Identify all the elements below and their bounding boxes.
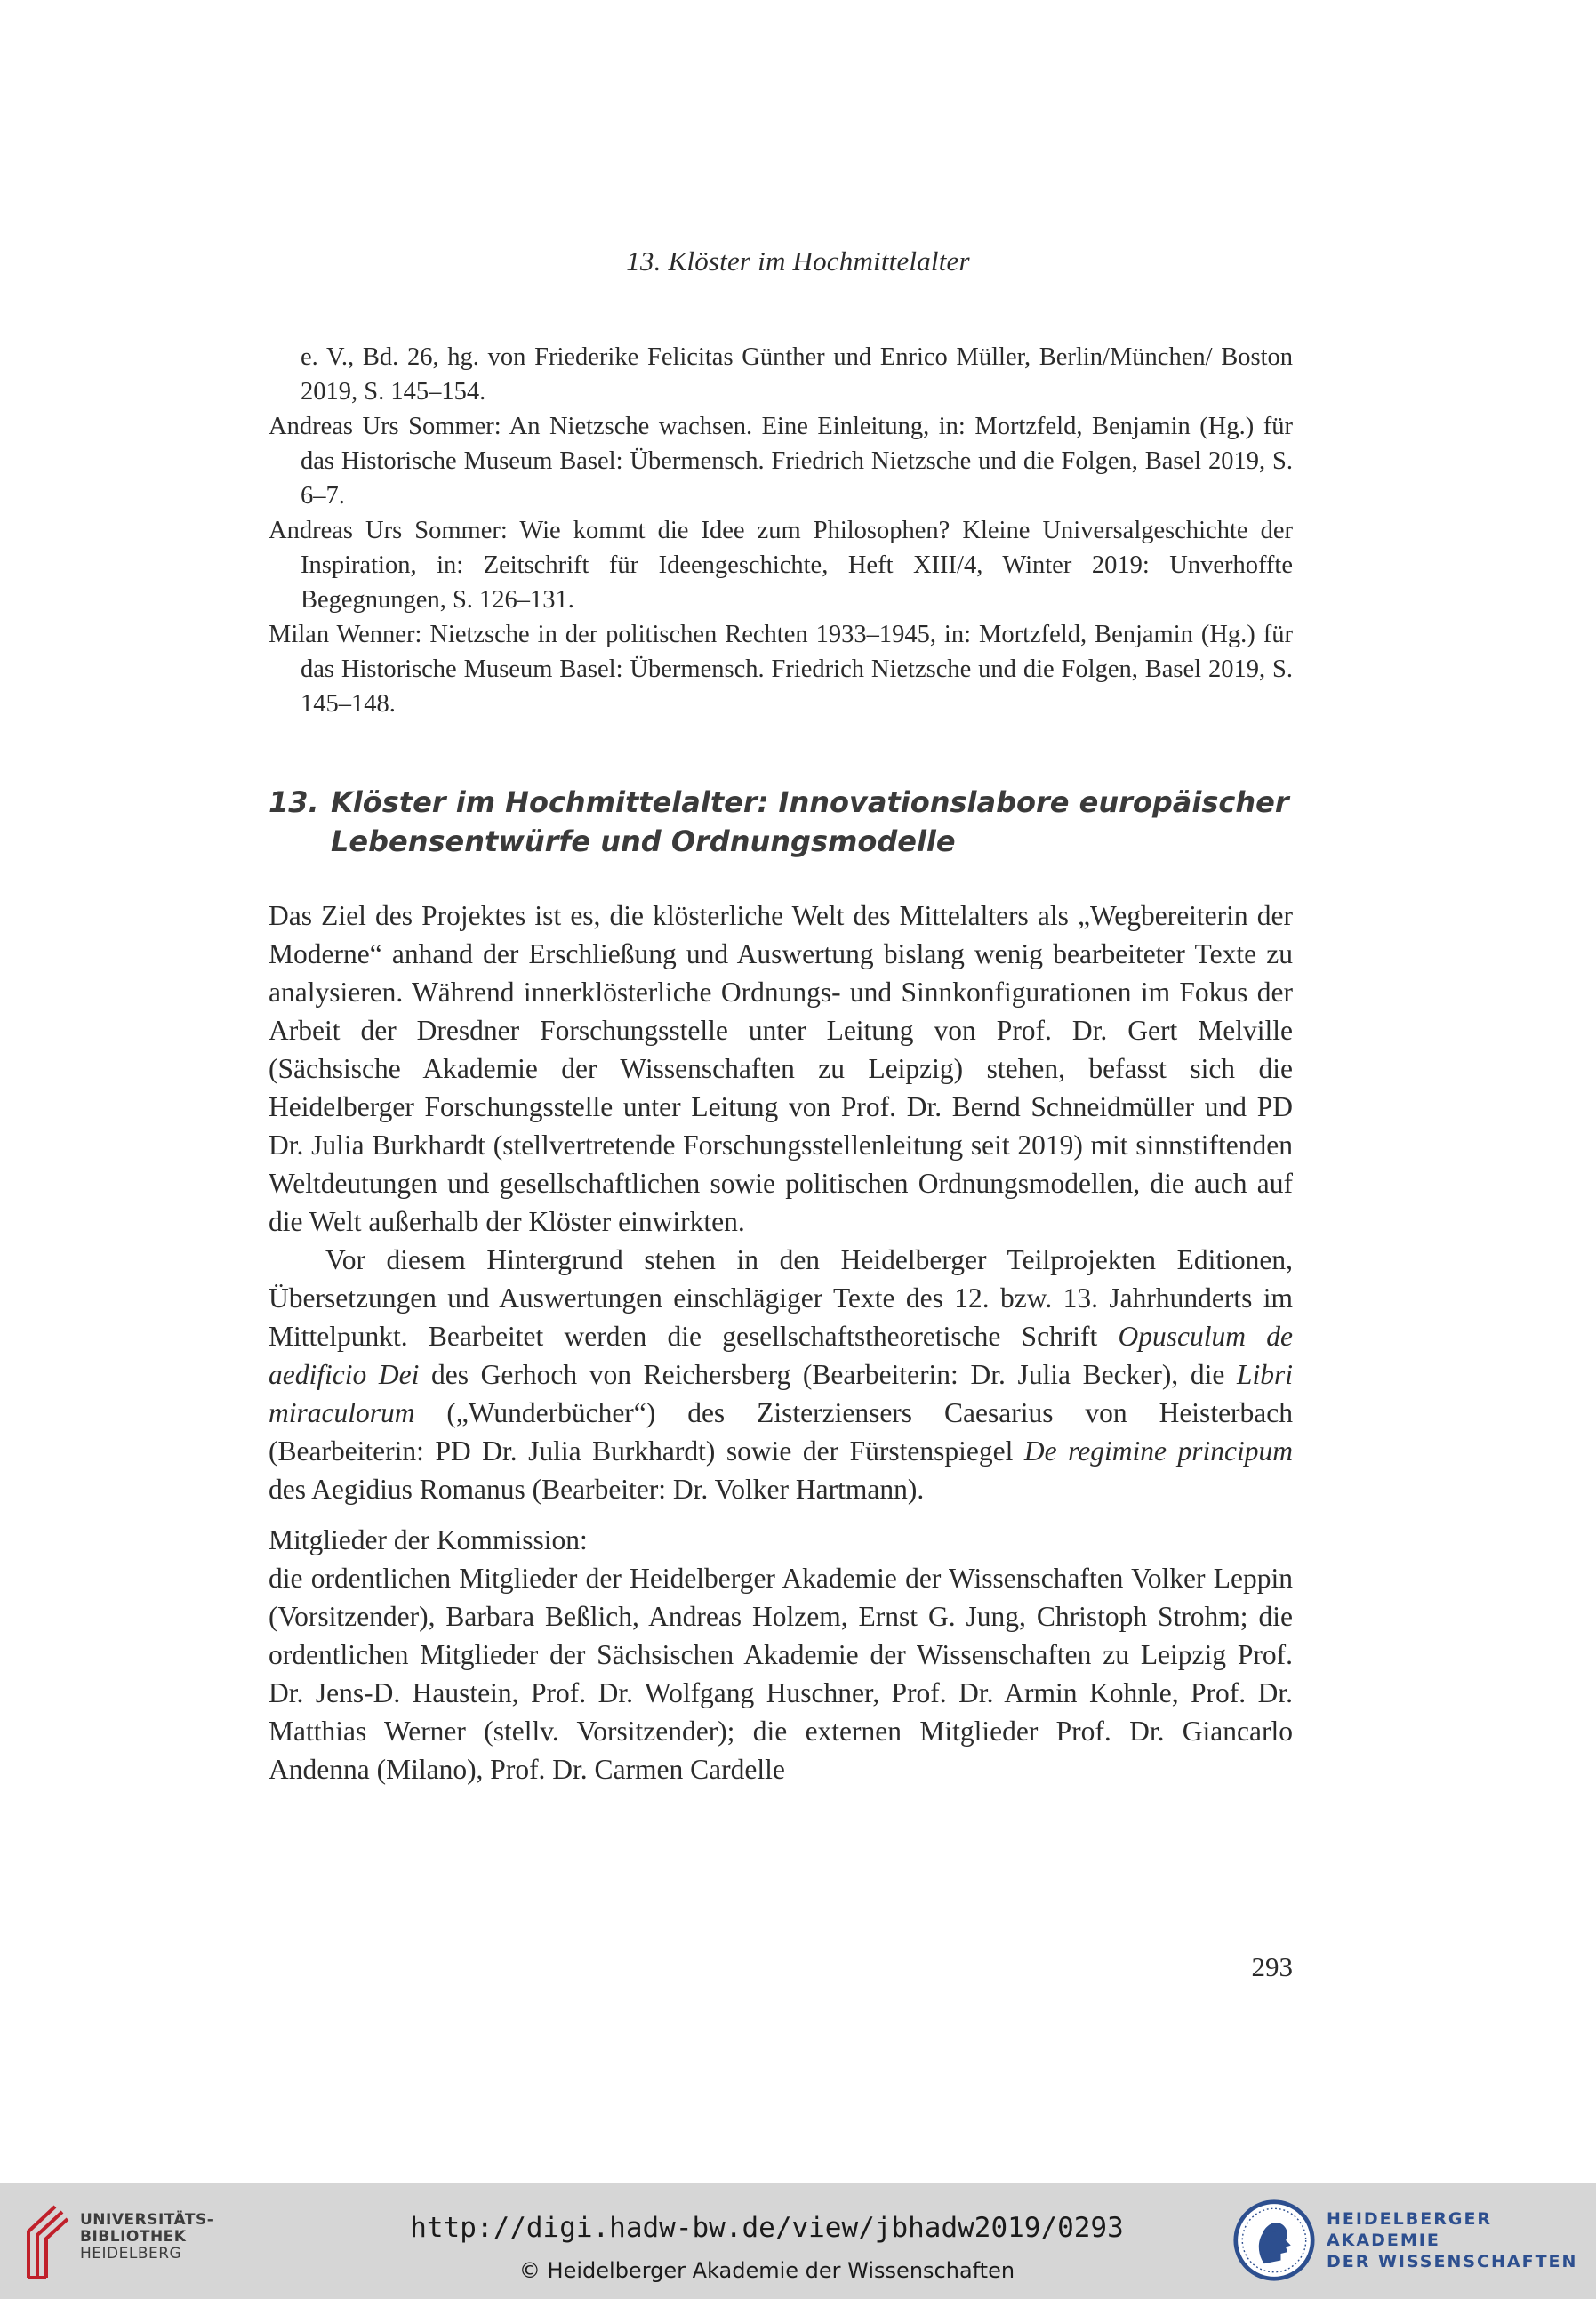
work-title: De regimine principum [1023,1435,1293,1467]
work-title: Opusculum de aedificio Dei [269,1321,1293,1390]
running-head: 13. Klöster im Hochmittelalter [626,245,970,277]
paragraph-intro: Das Ziel des Projektes ist es, die klösterliche Welt des Mittelalters als „Wegbereiterin der Moderne“ anhand der Erschließung und Auswertung bislang wenig bearbeiteter Texte zu analysieren. Während innerklösterliche Ordnungs- und Sinnkonfigurationen im Fokus der Arbeit der Dresdner Forschungsstelle unter Leitung von Prof. Dr. Gert Melville (Sächsische Akademie der Wissenschaften zu Leipzig) stehen, befasst sich die Heidelberger Forschungsstelle unter Leitung von Prof. Dr. Bernd Schneidmüller und PD Dr. Julia Burkhardt (stellvertretende Forschungsstellenleitung seit 2019) mit sinnstiftenden Weltdeutungen und gesellschaftlichen sowie politischen Ordnungsmodellen, die auch auf die Welt außerhalb der Klöster einwirkten. [269,900,1293,1237]
ub-logo-line: BIBLIOTHEK [80,2228,187,2246]
hadw-logo-text [1327,2208,1596,2272]
text-run: des Gerhoch von Reichersberg (Bearbeiterin: Dr. Julia Becker), die [419,1359,1237,1390]
text-run: des Aegidius Romanus (Bearbeiter: Dr. Volker Hartmann). [269,1474,925,1505]
reference-entry: e. V., Bd. 26, hg. von Friederike Felicitas Günther und Enrico Müller, Berlin/München/ Boston 2019, S. 145–154. [301,343,1293,406]
reference-list [269,340,1293,721]
section-number: 13. [269,785,319,819]
work-title: Libri miraculorum [269,1359,1293,1428]
page-number: 293 [1251,1951,1293,1982]
hadw-logo-line: HEIDELBERGER AKADEMIE [1326,2209,1493,2250]
ub-logo-line: HEIDELBERG [80,2245,182,2263]
members-label: Mitglieder der Kommission: [269,1524,588,1555]
section-heading [269,783,1293,861]
section-title: Klöster im Hochmittelalter: Innovationslabore europäischer Lebensentwürfe und Ordnungsmodelle [331,785,1289,858]
reference-entry: Milan Wenner: Nietzsche in der politischen Rechten 1933–1945, in: Mortzfeld, Benjamin (Hg.) für das Historische Museum Basel: Übermensch. Friedrich Nietzsche und die Folgen, Basel 2019, S. 145–148. [269,621,1293,718]
reference-entry: Andreas Urs Sommer: An Nietzsche wachsen. Eine Einleitung, in: Mortzfeld, Benjamin (Hg.) für das Historische Museum Basel: Übermensch. Friedrich Nietzsche und die Folgen, Basel 2019, S. 6–7. [269,413,1293,510]
hadw-logo[interactable] [1232,2196,1596,2285]
hadw-seal-icon [1232,2196,1316,2285]
paragraph-projects [269,1241,1293,1508]
body-text [269,896,1293,1789]
reference-entry: Andreas Urs Sommer: Wie kommt die Idee zum Philosophen? Kleine Universalgeschichte der Inspiration, in: Zeitschrift für Ideengeschichte, Heft XIII/4, Winter 2019: Unverhoffte Begegnungen, S. 126–131. [269,517,1293,614]
hadw-logo-line: DER WISSENSCHAFTEN [1326,2252,1578,2271]
text-run: Vor diesem Hintergrund stehen in den Heidelberger Teilprojekten Editionen, Übersetzungen und Auswertungen einschlägiger Texte des 12. bzw. 13. Jahrhunderts im Mittelpunkt. Bearbeitet werden die gesellschaftstheoretische Schrift [269,1244,1293,1352]
ub-logo-line: UNIVERSITÄTS- [80,2211,214,2229]
permalink-url-text[interactable]: http://digi.hadw-bw.de/view/jbhadw2019/0293 [410,2212,1124,2244]
footer-bar [0,2183,1596,2299]
copyright-text: © Heidelberger Akademie der Wissenschaften [518,2258,1015,2283]
members-list: die ordentlichen Mitglieder der Heidelberger Akademie der Wissenschaften Volker Leppin (Vorsitzender), Barbara Beßlich, Andreas Holzem, Ernst G. Jung, Christoph Strohm; die ordentlichen Mitglieder der Sächsischen Akademie der Wissenschaften zu Leipzig Prof. Dr. Jens-D. Haustein, Prof. Dr. Wolfgang Huschner, Prof. Dr. Armin Kohnle, Prof. Dr. Matthias Werner (stellv. Vorsitzender); die externen Mitglieder Prof. Dr. Giancarlo Andenna (Milano), Prof. Dr. Carmen Cardelle [269,1563,1293,1785]
text-run: („Wunderbücher“) des Zisterziensers Caesarius von Heisterbach (Bearbeiterin: PD Dr. Julia Burkhardt) sowie der Fürstenspiegel [269,1397,1293,1467]
